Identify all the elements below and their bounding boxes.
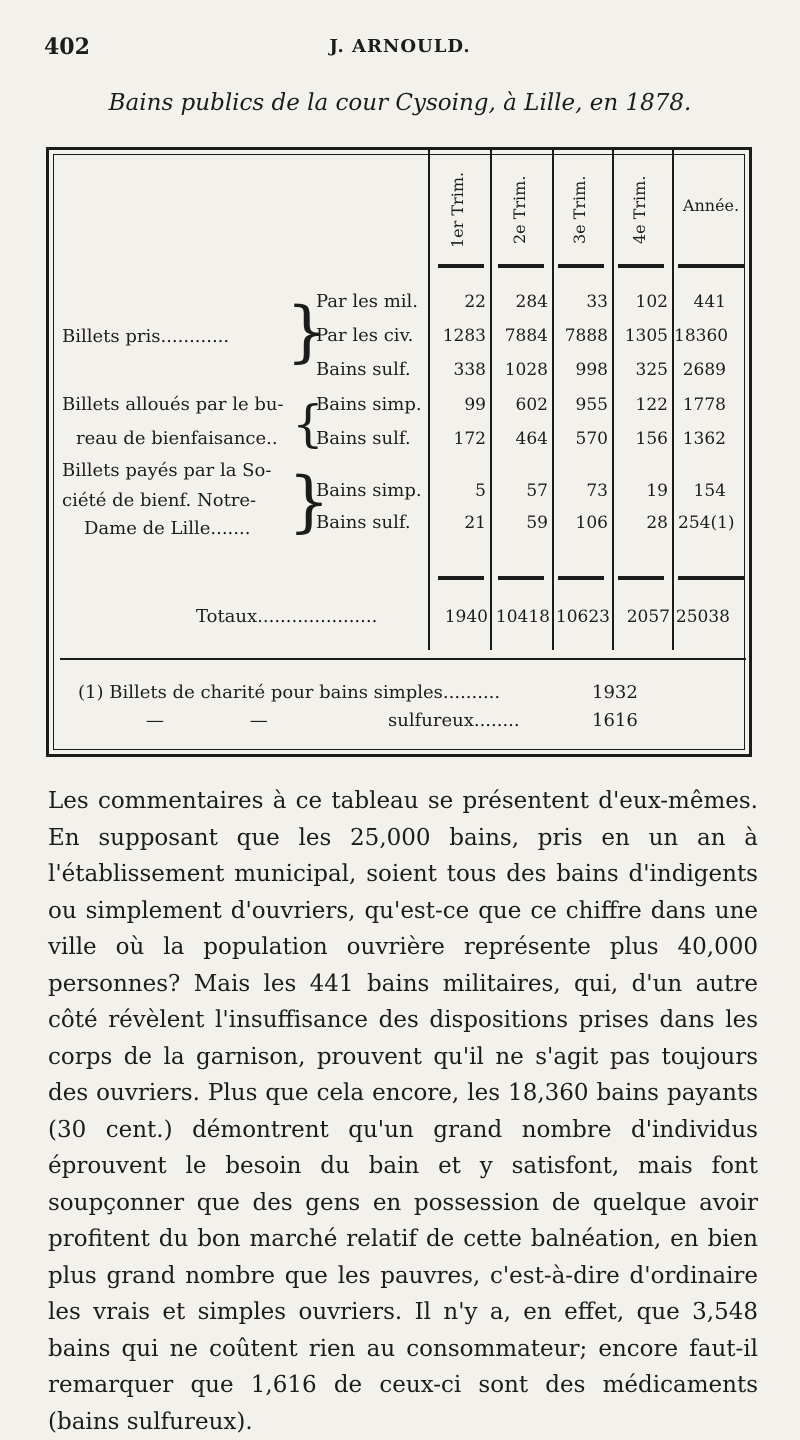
footnote-text: (1) Billets de charité pour bains simples.......... <box>78 682 501 703</box>
table-cell: 154 <box>693 481 726 501</box>
table-cell: 1028 <box>504 360 548 380</box>
running-head: J. ARNOULD. <box>329 36 471 57</box>
footnote-value: 1932 <box>592 682 638 703</box>
row-label: Bains sulf. <box>316 359 411 380</box>
header-rule <box>678 264 744 268</box>
table-cell: 122 <box>635 395 668 415</box>
totals-cell: 2057 <box>626 607 670 627</box>
group-label-notre-dame: ciété de bienf. Notre- <box>62 490 257 511</box>
page-number: 402 <box>44 34 90 60</box>
brace: } <box>288 463 330 540</box>
table-cell: 7888 <box>564 326 608 346</box>
table-cell: 284 <box>515 292 548 312</box>
header-rule <box>618 264 664 268</box>
row-label: Bains sulf. <box>316 512 411 533</box>
table-cell: 1283 <box>442 326 486 346</box>
header-rule <box>498 264 544 268</box>
header-rule <box>558 264 604 268</box>
table-cell: 7884 <box>504 326 548 346</box>
row-label: Par les mil. <box>316 291 419 312</box>
brace: { <box>292 395 324 453</box>
table-cell: 998 <box>575 360 608 380</box>
table-cell: 102 <box>635 292 668 312</box>
totals-rule <box>558 576 604 580</box>
table-cell: 99 <box>464 395 486 415</box>
row-label: Bains simp. <box>316 480 422 501</box>
table-cell: 21 <box>464 513 486 533</box>
table-cell: 73 <box>586 481 608 501</box>
table-cell: 33 <box>586 292 608 312</box>
group-label-notre-dame: Billets payés par la So- <box>62 460 272 481</box>
group-label-billets-pris: Billets pris............ <box>62 326 230 347</box>
table-cell: 172 <box>453 429 486 449</box>
body-paragraph: Les commentaires à ce tableau se présentent d'eux-mêmes. En supposant que les 25,000 bains, pris en un an à l'établissement municipal, soient tous des bains d'indigents ou simplement d'ouvriers, qu'est-ce que ce chiffre dans une ville où la population ouvrière représente plus 40,000 personnes? Mais les 441 bains militaires, qui, d'un autre côté révèlent l'insuffisance des dispositions prises dans les corps de la garnison, prouvent qu'il ne s'agit pas toujours des ouvriers. Plus que cela encore, les 18,360 bains payants (30 cent.) démontrent qu'un grand nombre d'individus éprouvent le besoin du bain et y satisfont, mais font soupçonner que des gens en possession de quelque avoir profitent du bon marché relatif de cette balnéation, en bien plus grand nombre que les pauvres, c'est-à-dire d'ordinaire les vrais et simples ouvriers. Il n'y a, en effet, que 3,548 bains qui ne coûtent rien au consommateur; encore faut-il remarquer que 1,616 de ceux-ci sont des médicaments (bains sulfureux). <box>48 788 758 1435</box>
column-header-q2: 2e Trim. <box>510 175 529 245</box>
table-cell: 441 <box>693 292 726 312</box>
column-header-q1: 1er Trim. <box>448 171 467 249</box>
table-cell: 18360 <box>674 326 729 346</box>
totals-rule <box>678 576 744 580</box>
brace: } <box>286 293 328 370</box>
table-cell: 1362 <box>682 429 726 449</box>
table-cell: 570 <box>575 429 608 449</box>
row-label: Bains sulf. <box>316 428 411 449</box>
table-cell: 5 <box>475 481 486 501</box>
body-text <box>48 783 758 1440</box>
table-cell: 28 <box>646 513 668 533</box>
column-header-q4: 4e Trim. <box>630 175 649 245</box>
table-cell: 338 <box>453 360 486 380</box>
totals-cell: 1940 <box>444 607 488 627</box>
totals-rule <box>438 576 484 580</box>
totals-cell: 25038 <box>675 607 730 627</box>
row-label: Bains simp. <box>316 394 422 415</box>
table-cell: 156 <box>635 429 668 449</box>
totals-rule <box>498 576 544 580</box>
table-cell: 22 <box>464 292 486 312</box>
totals-cell: 10418 <box>495 607 550 627</box>
totals-rule <box>618 576 664 580</box>
group-label-bienfaisance: reau de bienfaisance.. <box>76 428 278 449</box>
table-cell: 464 <box>515 429 548 449</box>
table-cell: 19 <box>646 481 668 501</box>
table-cell: 325 <box>635 360 668 380</box>
table-cell: 254(1) <box>678 513 735 533</box>
totals-label: Totaux..................... <box>196 606 378 627</box>
row-label: Par les civ. <box>316 325 414 346</box>
table-cell: 106 <box>575 513 608 533</box>
column-header-q3: 3e Trim. <box>570 175 589 245</box>
table-cell: 2689 <box>682 360 726 380</box>
column-header-year: Année. <box>682 196 740 215</box>
group-label-bienfaisance: Billets alloués par le bu- <box>62 394 284 415</box>
totals-cell: 10623 <box>555 607 610 627</box>
table-cell: 602 <box>515 395 548 415</box>
footnote-prefix: — — <box>146 710 268 731</box>
footnote-rule <box>60 658 746 660</box>
table-cell: 955 <box>575 395 608 415</box>
table-cell: 57 <box>526 481 548 501</box>
table-cell: 1305 <box>624 326 668 346</box>
table-cell: 1778 <box>682 395 726 415</box>
header-rule <box>438 264 484 268</box>
footnote-text: sulfureux........ <box>388 710 520 731</box>
group-label-notre-dame: Dame de Lille....... <box>84 518 251 539</box>
table-cell: 59 <box>526 513 548 533</box>
footnote-value: 1616 <box>592 710 638 731</box>
table-title: Bains publics de la cour Cysoing, à Lille, en 1878. <box>108 90 692 116</box>
page-header <box>44 34 756 64</box>
